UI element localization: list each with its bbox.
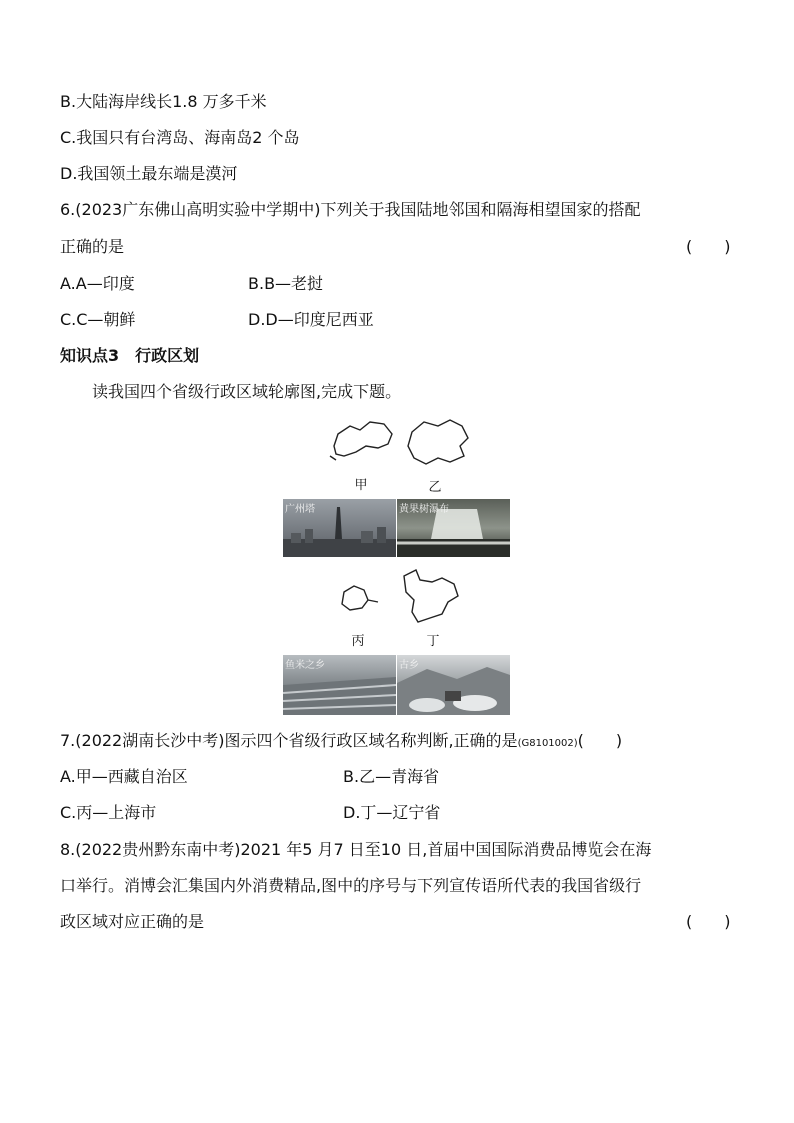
outline-yi xyxy=(398,414,478,470)
q8-line3: 政区域对应正确的是 xyxy=(60,912,205,931)
q6-stem-line2: 正确的是 xyxy=(60,237,125,256)
q7-option-c: C.丙—上海市 xyxy=(60,803,157,822)
q7-option-b: B.乙—青海省 xyxy=(343,767,440,786)
photo-guangzhou-tower xyxy=(283,499,396,557)
photo-village xyxy=(397,655,510,715)
q7-option-d: D.丁—辽宁省 xyxy=(343,803,441,822)
photo-fish-rice-land xyxy=(283,655,396,715)
label-jia: 甲 xyxy=(354,478,368,493)
photo-caption: 黄果树瀑布 xyxy=(399,504,449,515)
photo-huangguoshu-waterfall xyxy=(397,499,510,557)
q6-option-c: C.C—朝鲜 xyxy=(60,310,136,329)
photo-caption: 广州塔 xyxy=(285,504,315,515)
photo-caption: 古乡 xyxy=(399,660,419,671)
q7-stem xyxy=(60,731,622,754)
intro-text: 读我国四个省级行政区域轮廓图,完成下题。 xyxy=(92,382,402,401)
q6-option-a: A.A—印度 xyxy=(60,274,135,293)
label-bing: 丙 xyxy=(351,634,365,649)
q7-code: (G8101002) xyxy=(517,738,578,749)
label-yi: 乙 xyxy=(428,480,442,495)
q7-stem-text: 7.(2022湖南长沙中考)图示四个省级行政区域名称判断,正确的是 xyxy=(60,731,518,750)
section-heading: 知识点3 行政区划 xyxy=(60,346,200,365)
q8-answer-paren: ( ) xyxy=(686,912,731,931)
q5-option-c: C.我国只有台湾岛、海南岛2 个岛 xyxy=(60,128,300,147)
q8-line2: 口举行。消博会汇集国内外消费精品,图中的序号与下列宣传语所代表的我国省级行 xyxy=(60,876,642,895)
q5-option-b: B.大陆海岸线长1.8 万多千米 xyxy=(60,92,267,111)
q5-option-d: D.我国领土最东端是漠河 xyxy=(60,164,238,183)
label-ding: 丁 xyxy=(426,634,440,649)
q8-line1: 8.(2022贵州黔东南中考)2021 年5 月7 日至10 日,首届中国国际消费品博览会在海 xyxy=(60,840,652,859)
outline-ding xyxy=(396,566,466,628)
outline-jia xyxy=(326,416,406,466)
q6-option-d: D.D—印度尼西亚 xyxy=(248,310,374,329)
q6-answer-paren: ( ) xyxy=(686,237,731,256)
q7-answer-paren: ( ) xyxy=(577,731,623,750)
outline-bing xyxy=(334,578,382,618)
q6-option-b: B.B—老挝 xyxy=(248,274,324,293)
q6-stem-line1: 6.(2023广东佛山高明实验中学期中)下列关于我国陆地邻国和隔海相望国家的搭配 xyxy=(60,200,641,219)
q7-option-a: A.甲—西藏自治区 xyxy=(60,767,188,786)
photo-caption: 鱼米之乡 xyxy=(285,660,325,671)
